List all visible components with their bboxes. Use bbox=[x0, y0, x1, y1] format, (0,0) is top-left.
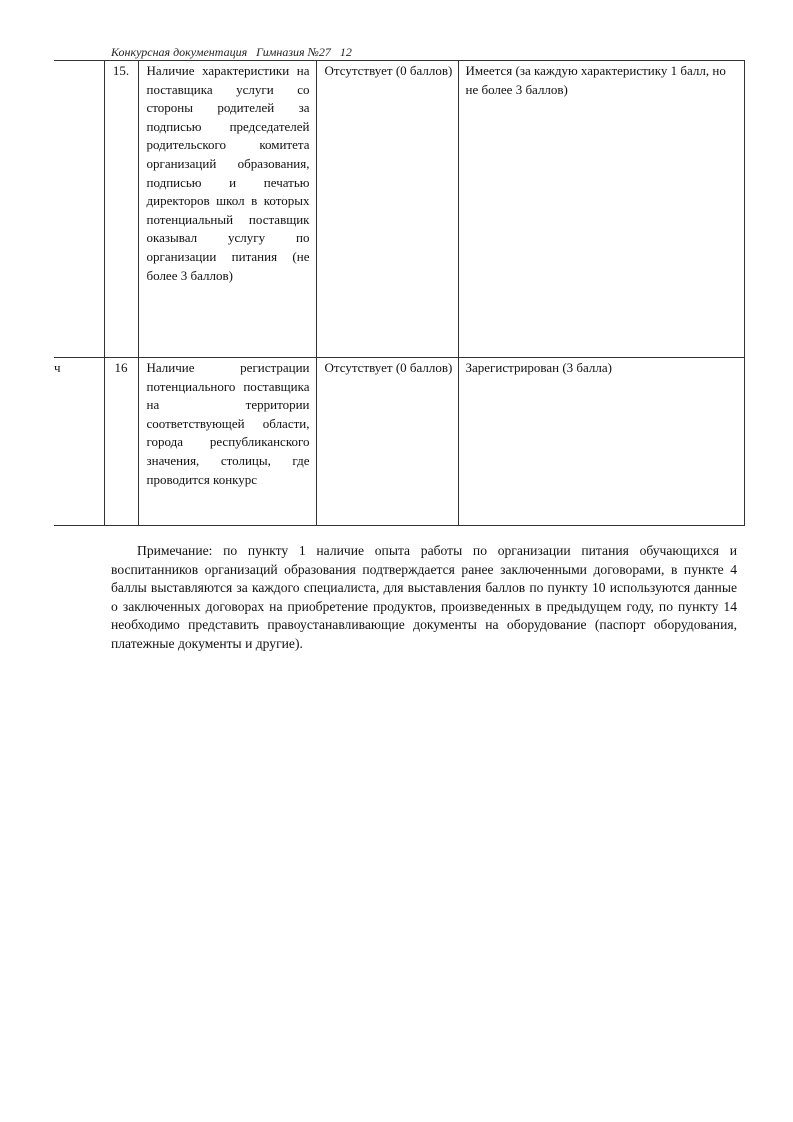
absent-score-cell: Отсутствует (0 баллов) bbox=[316, 358, 458, 526]
present-score-cell: Зарегистрирован (3 балла) bbox=[458, 358, 744, 526]
row-mark-cell bbox=[54, 61, 104, 358]
absent-score-cell: Отсутствует (0 баллов) bbox=[316, 61, 458, 358]
criterion-cell: Наличие характеристики на поставщика услуги со стороны родителей за подписью председателей родительского комитета организаций образования, подписью и печатью директоров школ в которых потенциальный поставщик оказывал услугу по организации питания (не более 3 баллов) bbox=[138, 61, 316, 358]
note-paragraph: Примечание: по пункту 1 наличие опыта работы по организации питания обучающихся и воспитанников организаций образования подтверждается ранее заключенными договорами, в пункте 4 баллы выставляются за каждого специалиста, для выставления баллов по пункту 10 используются данные о заключенных договорах на приобретение продуктов, произведенных в предыдущем году, по пункту 14 необходимо представить правоустанавливающие документы на оборудование (паспорт оборудования, платежные документы и другие). bbox=[111, 543, 737, 651]
criterion-cell: Наличие регистрации потенциального поставщика на территории соответствующей области, города республиканского значения, столицы, где проводится конкурс bbox=[138, 358, 316, 526]
row-mark-cell: ч bbox=[54, 358, 104, 526]
row-number-cell: 16 bbox=[104, 358, 138, 526]
table-row bbox=[54, 358, 744, 526]
row-number-cell: 15. bbox=[104, 61, 138, 358]
present-score-cell: Имеется (за каждую характеристику 1 балл, но не более 3 баллов) bbox=[458, 61, 744, 358]
running-header: Конкурсная документация Гимназия №27 12 bbox=[111, 45, 352, 59]
table-row bbox=[54, 61, 744, 358]
criteria-table bbox=[54, 60, 745, 526]
